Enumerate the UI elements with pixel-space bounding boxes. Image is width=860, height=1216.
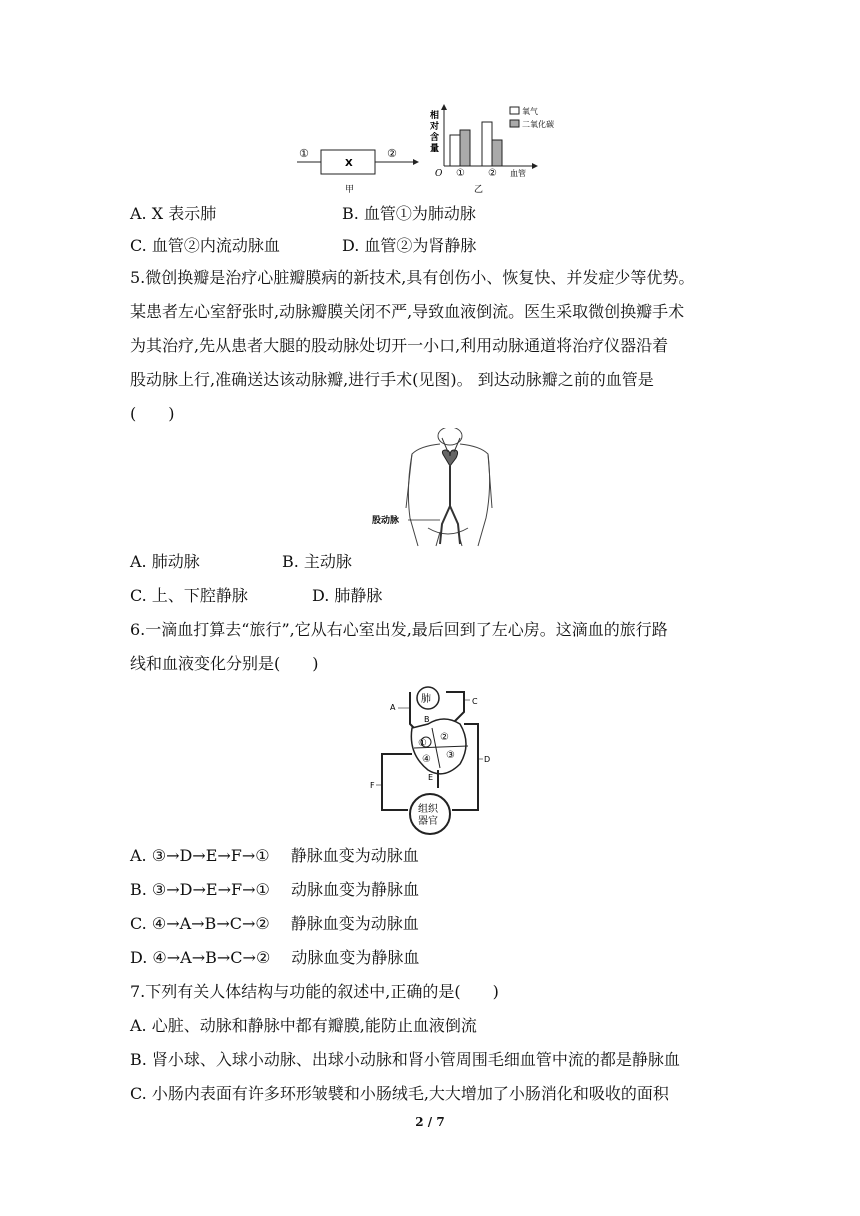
jia-out-label: ②: [387, 147, 397, 160]
jia-box-label: X: [345, 158, 353, 169]
jia-caption: 甲: [345, 185, 355, 195]
figure-yi-chart: [426, 100, 576, 195]
q5-option-b: B. 主动脉: [282, 552, 352, 571]
label-d: D: [484, 755, 491, 764]
q5-line-2: 某患者左心室舒张时,动脉瓣膜关闭不严,导致血液倒流。医生采取微创换瓣手术: [130, 302, 685, 321]
page-number: 2 / 7: [415, 1115, 445, 1129]
q5-line-3: 为其治疗,先从患者大腿的股动脉处切开一小口,利用动脉通道将治疗仪器沿着: [130, 336, 669, 355]
bar-oxygen-2: [482, 122, 492, 166]
yi-tick-2: ②: [488, 168, 497, 179]
q6-option-b: B. ③→D→E→F→① 动脉血变为静脉血: [130, 880, 419, 899]
yi-origin: O: [435, 169, 443, 179]
yi-caption: 乙: [474, 185, 484, 195]
chamber-1: ①: [418, 738, 427, 749]
q5-option-d: D. 肺静脉: [312, 586, 383, 605]
lung-label: 肺: [421, 694, 431, 705]
legend-oxygen-swatch: [510, 107, 519, 114]
chamber-3: ③: [446, 750, 455, 761]
figure-jia: [295, 140, 435, 195]
label-e: E: [428, 773, 434, 782]
q7-stem: 7.下列有关人体结构与功能的叙述中,正确的是( ): [130, 982, 499, 1001]
q7-option-c: C. 小肠内表面有许多环形皱襞和小肠绒毛,大大增加了小肠消化和吸收的面积: [130, 1084, 669, 1103]
jia-in-label: ①: [299, 147, 309, 160]
svg-text:对: 对: [430, 122, 440, 132]
q7-option-b: B. 肾小球、入球小动脉、出球小动脉和肾小管周围毛细血管中流的都是静脉血: [130, 1050, 680, 1069]
q5-line-4: 股动脉上行,准确送达该动脉瓣,进行手术(见图)。 到达动脉瓣之前的血管是: [130, 370, 654, 389]
femoral-artery-label: 股动脉: [372, 516, 400, 526]
organ-label: 组织 器官: [418, 804, 438, 827]
label-c: C: [472, 697, 478, 706]
legend-co2-swatch: [510, 120, 519, 127]
figure-circulation: [368, 684, 528, 844]
q5-option-a: A. 肺动脉: [130, 552, 200, 571]
bar-co2-1: [460, 130, 470, 166]
legend-co2: 二氧化碳: [522, 120, 554, 129]
q4-option-b: B. 血管①为肺动脉: [342, 204, 476, 223]
figure-human-body: [370, 428, 500, 548]
q6-option-c: C. ④→A→B→C→② 静脉血变为动脉血: [130, 914, 419, 933]
q6-line-1: 6.一滴血打算去“旅行”,它从右心室出发,最后回到了左心房。这滴血的旅行路: [130, 620, 668, 639]
yi-ylabel: [429, 109, 439, 154]
q5-line-1: 5.微创换瓣是治疗心脏瓣膜病的新技术,具有创伤小、恢复快、并发症少等优势。: [130, 268, 695, 287]
q6-line-2: 线和血液变化分别是( ): [130, 654, 319, 673]
q5-option-c: C. 上、下腔静脉: [130, 586, 248, 605]
q4-option-a: A. X 表示肺: [130, 204, 217, 223]
q7-option-a: A. 心脏、动脉和静脉中都有瓣膜,能防止血液倒流: [130, 1016, 477, 1035]
yi-tick-1: ①: [456, 168, 465, 179]
bar-co2-2: [492, 140, 502, 166]
chamber-4: ④: [422, 754, 431, 765]
label-b: B: [424, 715, 430, 724]
yi-xlabel: 血管: [510, 169, 526, 178]
q4-option-d: D. 血管②为肾静脉: [342, 236, 477, 255]
q5-line-5: ( ): [130, 404, 175, 423]
label-a: A: [390, 703, 396, 712]
bar-oxygen-1: [450, 135, 460, 166]
svg-text:量: 量: [430, 144, 440, 154]
chamber-2: ②: [440, 732, 449, 743]
q4-option-c: C. 血管②内流动脉血: [130, 236, 280, 255]
svg-text:相: 相: [430, 111, 440, 121]
legend-oxygen: 氧气: [522, 107, 538, 116]
svg-text:含: 含: [430, 133, 440, 143]
q6-option-d: D. ④→A→B→C→② 动脉血变为静脉血: [130, 948, 420, 967]
label-f: F: [370, 781, 375, 790]
q6-option-a: A. ③→D→E→F→① 静脉血变为动脉血: [130, 846, 419, 865]
